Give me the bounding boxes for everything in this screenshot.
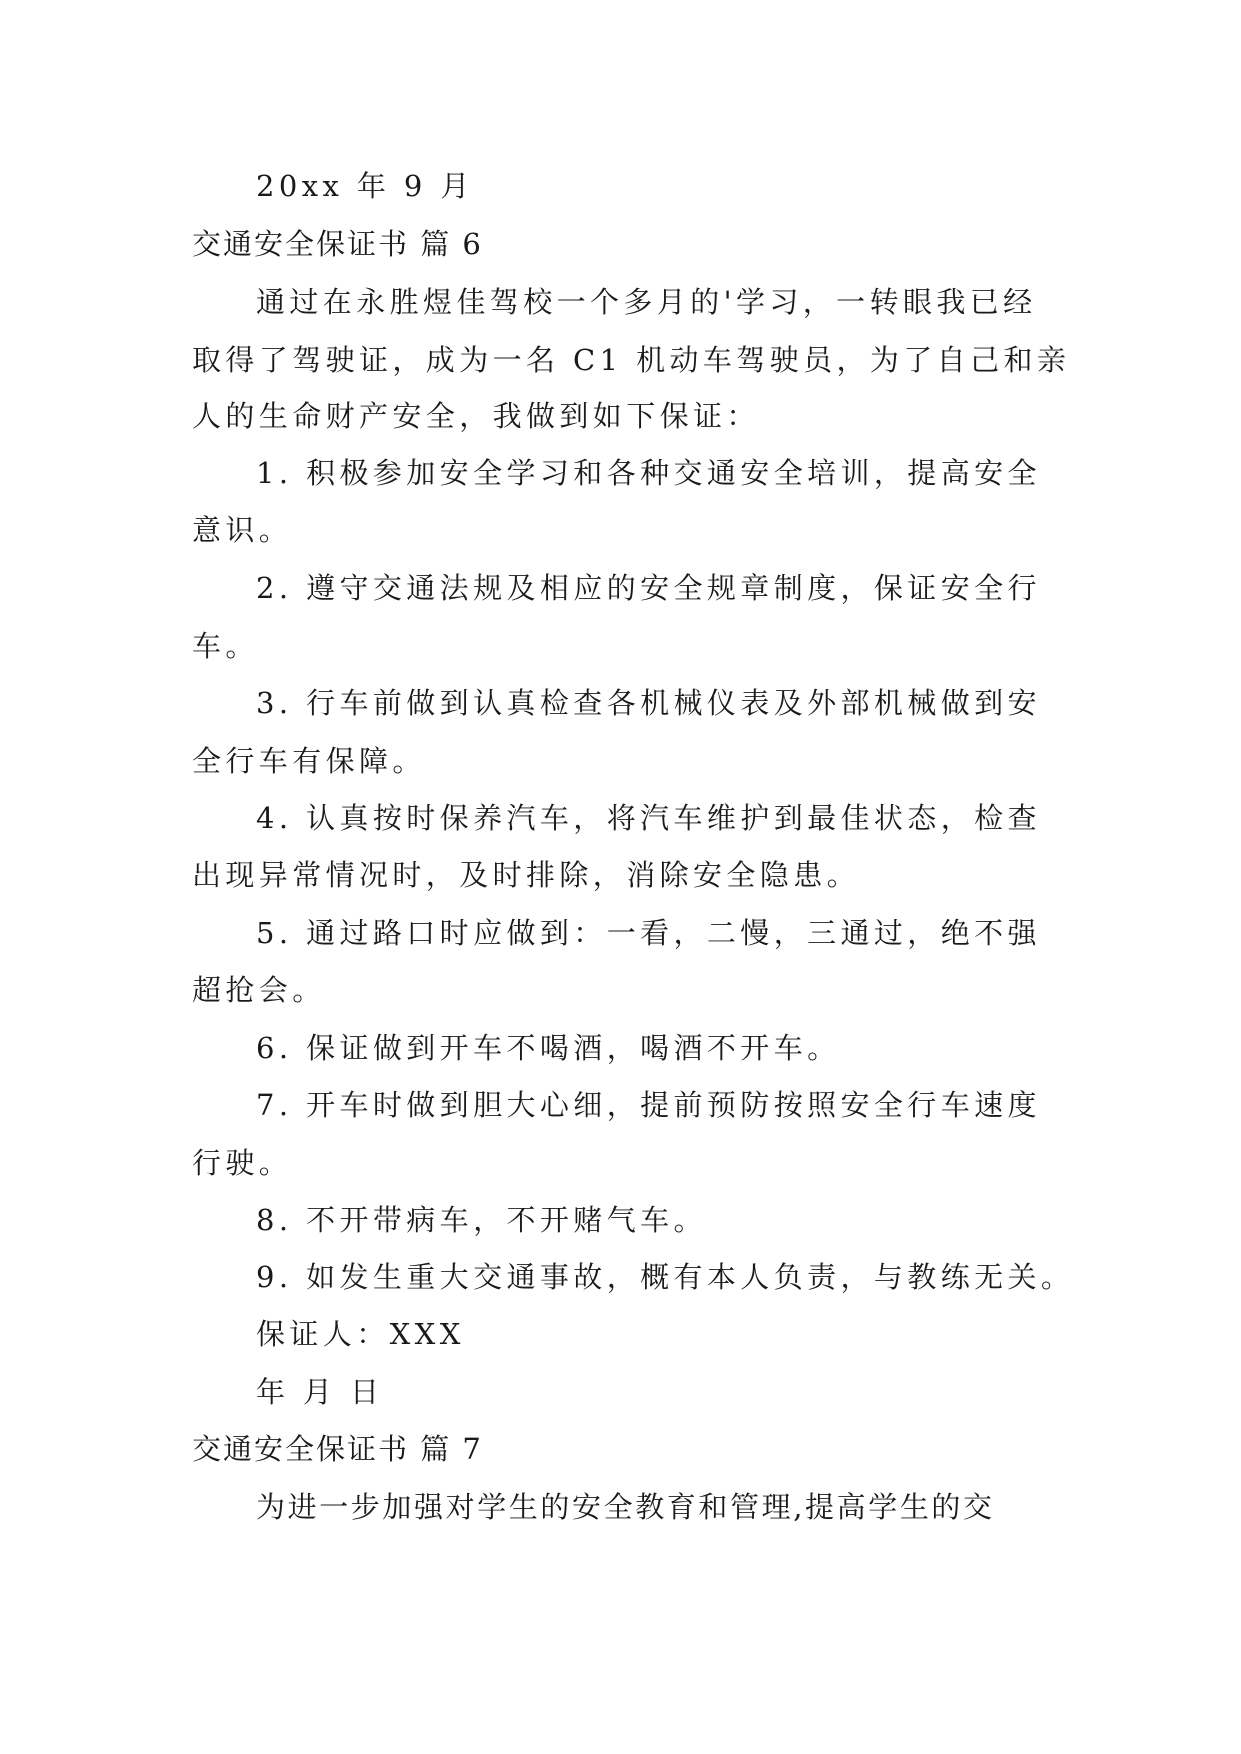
item-4-line-2: 出现异常情况时，及时排除，消除安全隐患。 bbox=[192, 858, 861, 892]
intro-line-2: 取得了驾驶证，成为一名 C1 机动车驾驶员，为了自己和亲 bbox=[192, 343, 1071, 377]
section-7-title: 交通安全保证书 篇 7 bbox=[192, 1432, 483, 1466]
item-3-line-1: 3. 行车前做到认真检查各机械仪表及外部机械做到安 bbox=[256, 686, 1041, 720]
item-8-line-1: 8. 不开带病车，不开赌气车。 bbox=[256, 1203, 707, 1237]
signer-line: 保证人：XXX bbox=[256, 1317, 465, 1351]
intro-line-1: 通过在永胜煜佳驾校一个多月的'学习，一转眼我已经 bbox=[256, 285, 1037, 319]
item-4-line-1: 4. 认真按时保养汽车，将汽车维护到最佳状态，检查 bbox=[256, 801, 1041, 835]
item-5-line-1: 5. 通过路口时应做到：一看，二慢，三通过，绝不强 bbox=[256, 916, 1041, 950]
date-line: 20xx 年 9 月 bbox=[256, 169, 474, 203]
section-6-title: 交通安全保证书 篇 6 bbox=[192, 227, 483, 261]
item-2-line-2: 车。 bbox=[192, 629, 259, 663]
item-7-line-2: 行驶。 bbox=[192, 1146, 293, 1180]
item-1-line-1: 1. 积极参加安全学习和各种交通安全培训，提高安全 bbox=[256, 456, 1041, 490]
item-2-line-1: 2. 遵守交通法规及相应的安全规章制度，保证安全行 bbox=[256, 571, 1041, 605]
item-5-line-2: 超抢会。 bbox=[192, 973, 326, 1007]
item-9-line-1: 9. 如发生重大交通事故，概有本人负责，与教练无关。 bbox=[256, 1260, 1075, 1294]
item-1-line-2: 意识。 bbox=[192, 513, 293, 547]
item-7-line-1: 7. 开车时做到胆大心细，提前预防按照安全行车速度 bbox=[256, 1088, 1041, 1122]
item-6-line-1: 6. 保证做到开车不喝酒，喝酒不开车。 bbox=[256, 1031, 841, 1065]
intro-line-3: 人的生命财产安全，我做到如下保证： bbox=[192, 399, 760, 433]
item-3-line-2: 全行车有保障。 bbox=[192, 744, 426, 778]
date-blank-line: 年 月 日 bbox=[256, 1375, 384, 1409]
section-7-first-line: 为进一步加强对学生的安全教育和管理,提高学生的交 bbox=[256, 1490, 995, 1524]
